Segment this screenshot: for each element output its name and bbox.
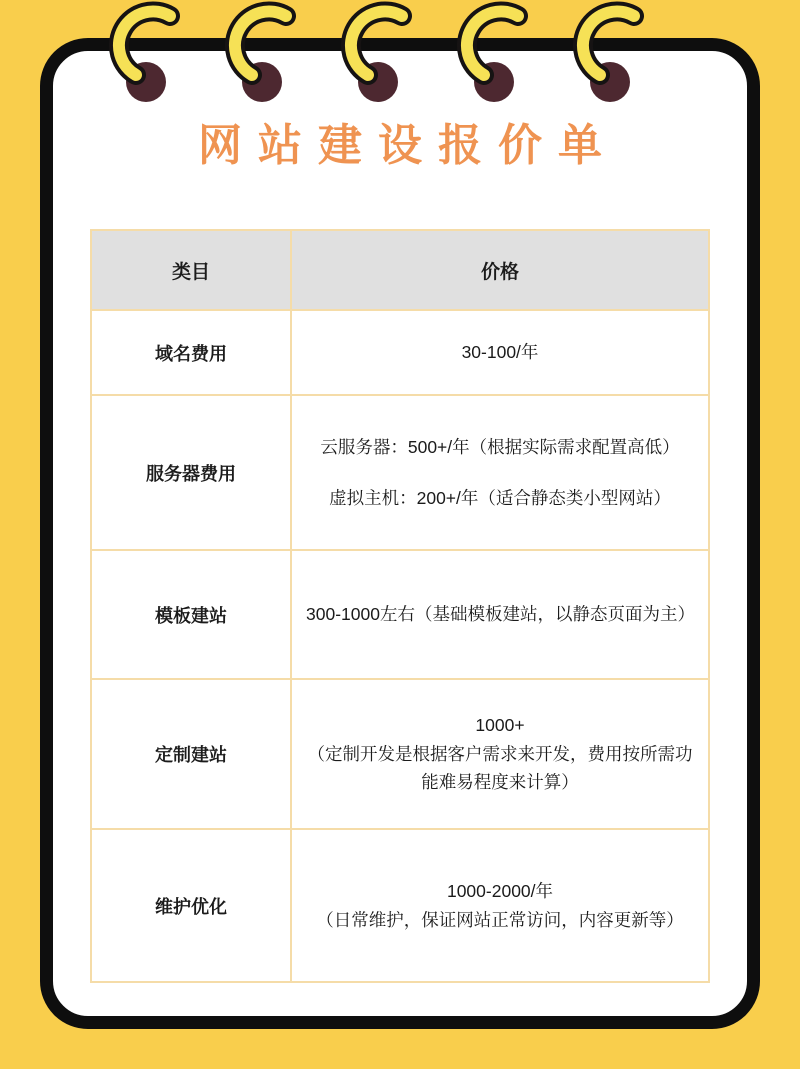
category-cell: 定制建站 (91, 679, 291, 829)
price-cell (291, 829, 709, 982)
price-table (90, 229, 710, 983)
price-line: 虚拟主机：200+/年（适合静态类小型网站） (329, 487, 671, 508)
price-cell (291, 679, 709, 829)
table-header-row (91, 230, 709, 310)
price-line: 云服务器：500+/年（根据实际需求配置高低） (320, 436, 680, 457)
price-line: 1000+ (475, 714, 525, 735)
category-cell: 服务器费用 (91, 395, 291, 550)
price-line: 300-1000左右（基础模板建站，以静态页面为主） (306, 604, 695, 625)
table-row (91, 395, 709, 550)
price-cell (291, 310, 709, 395)
table-row (91, 829, 709, 982)
table-row (91, 310, 709, 395)
category-cell: 维护优化 (91, 829, 291, 982)
notebook-card (40, 38, 760, 1029)
price-line: 1000-2000/年 (446, 880, 554, 901)
price-cell (291, 395, 709, 550)
category-cell: 模板建站 (91, 550, 291, 679)
price-line: 30-100/年 (461, 342, 539, 363)
column-header-category: 类目 (91, 230, 291, 310)
table-row (91, 679, 709, 829)
price-cell (291, 550, 709, 679)
category-cell: 域名费用 (91, 310, 291, 395)
price-line: （定制开发是根据客户需求来开发，费用按所需功能难易程度来计算） (307, 743, 693, 793)
table-row (91, 550, 709, 679)
column-header-price: 价格 (291, 230, 709, 310)
page-title: 网站建设报价单 (198, 121, 618, 170)
price-line: （日常维护，保证网站正常访问，内容更新等） (316, 909, 684, 930)
